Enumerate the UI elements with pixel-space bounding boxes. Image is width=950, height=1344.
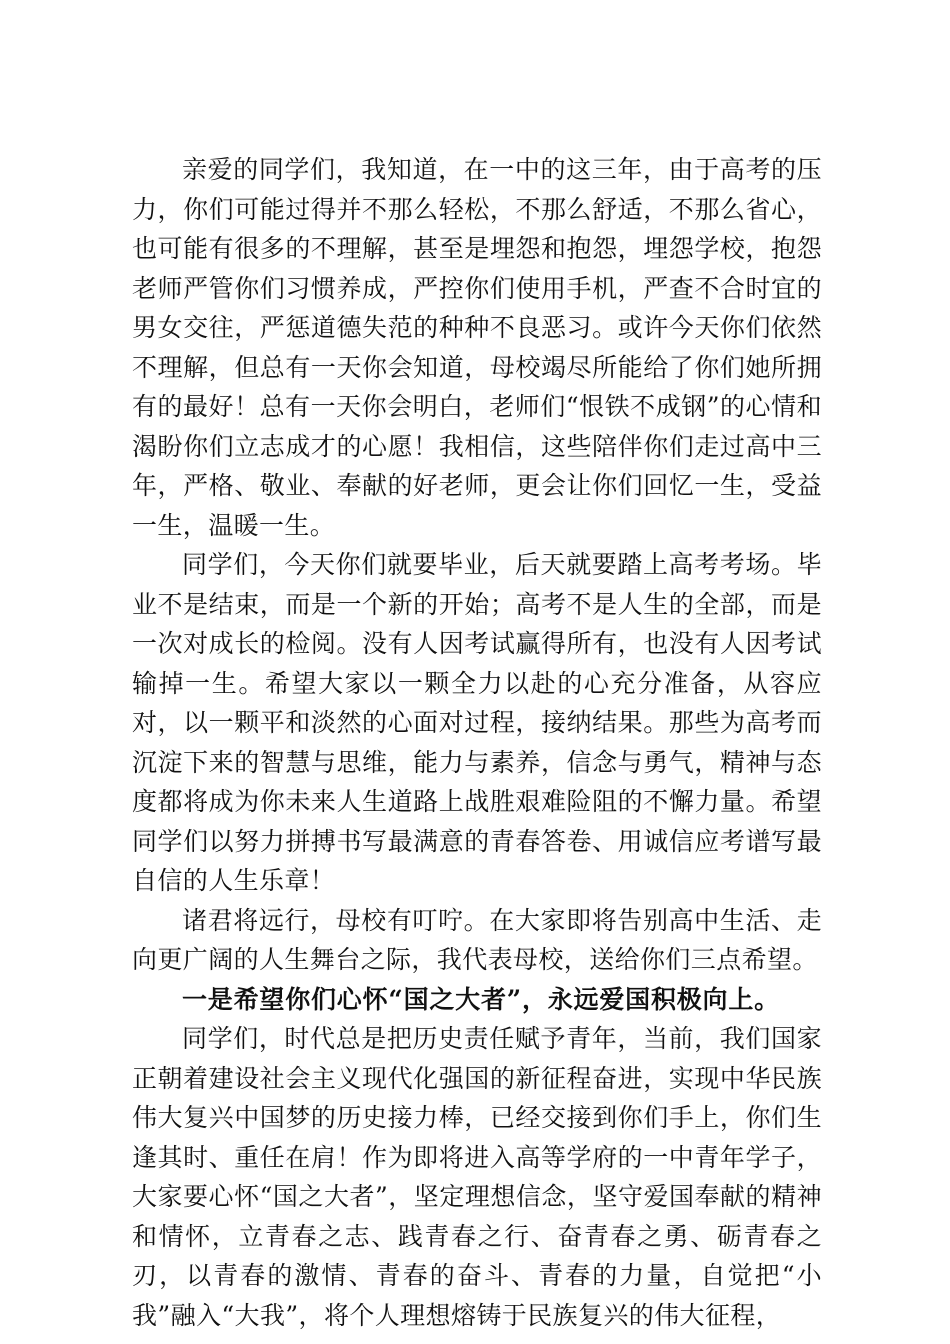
paragraph-4: 同学们，时代总是把历史责任赋予青年，当前，我们国家正朝着建设社会主义现代化强国的新征程奋进，实现中华民族伟大复兴中国梦的历史接力棒，已经交接到你们手上，你们生逢其时、重任在肩！作为即将进入高等学府的一中青年学子，大家要心怀“国之大者”，坚定理想信念，坚守爱国奉献的精神和情怀，立青春之志、践青春之行、奋青春之勇、砺青春之刃，以青春的激情、青春的奋斗、青春的力量，自觉把“小我”融入“大我”，将个人理想熔铸于民族复兴的伟大征程， [132, 1024, 822, 1330]
section-heading-1: 一是希望你们心怀“国之大者”，永远爱国积极向上。 [182, 984, 780, 1014]
document-page [132, 150, 822, 1335]
paragraph-3: 诸君将远行，母校有叮咛。在大家即将告别高中生活、走向更广阔的人生舞台之际，我代表母校，送给你们三点希望。 [132, 905, 822, 974]
paragraph-1: 亲爱的同学们，我知道，在一中的这三年，由于高考的压力，你们可能过得并不那么轻松，不那么舒适，不那么省心，也可能有很多的不理解，甚至是埋怨和抱怨，埋怨学校，抱怨老师严管你们习惯养成，严控你们使用手机，严查不合时宜的男女交往，严惩道德失范的种种不良恶习。或许今天你们依然不理解，但总有一天你会知道，母校竭尽所能给了你们她所拥有的最好！总有一天你会明白，老师们“恨铁不成钢”的心情和渴盼你们立志成才的心愿！我相信，这些陪伴你们走过高中三年，严格、敬业、奉献的好老师，更会让你们回忆一生，受益一生，温暖一生。 [132, 155, 822, 540]
paragraph-2: 同学们，今天你们就要毕业，后天就要踏上高考考场。毕业不是结束，而是一个新的开始；高考不是人生的全部，而是一次对成长的检阅。没有人因考试赢得所有，也没有人因考试输掉一生。希望大家以一颗全力以赴的心充分准备，从容应对，以一颗平和淡然的心面对过程，接纳结果。那些为高考而沉淀下来的智慧与思维，能力与素养，信念与勇气，精神与态度都将成为你未来人生道路上战胜艰难险阻的不懈力量。希望同学们以努力拼搏书写最满意的青春答卷、用诚信应考谱写最自信的人生乐章！ [132, 550, 822, 895]
